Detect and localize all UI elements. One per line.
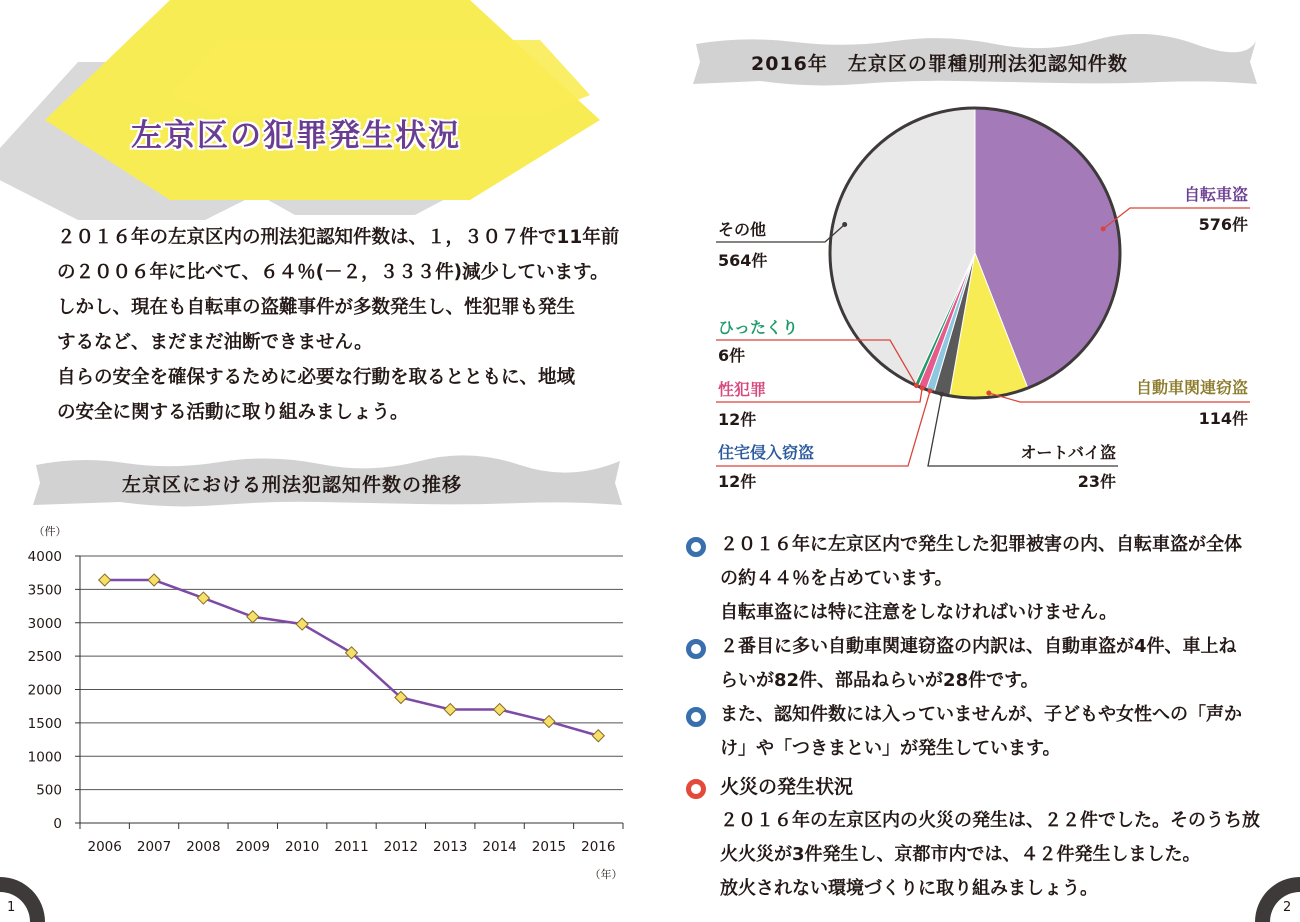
y-tick-label: 3000 xyxy=(27,615,62,632)
x-tick-label: 2016 xyxy=(581,839,616,855)
summary-bullets xyxy=(686,528,1286,906)
data-point-marker xyxy=(99,574,111,586)
leader-dot xyxy=(920,386,925,391)
y-tick-label: 3500 xyxy=(27,582,62,599)
bullet-line: ２番目に多い自動車関連窃盗の内訳は、自動車盗が4件、車上ね xyxy=(720,636,1237,657)
bullet-line: また、認知件数には入っていませんが、子どもや女性への「声か xyxy=(720,704,1242,725)
slice-value-label: 564件 xyxy=(718,251,768,270)
slice-value-label: 114件 xyxy=(1198,409,1248,428)
slice-value-label: 12件 xyxy=(718,472,757,491)
fire-line: ２０１６年の左京区内の火災の発生は、２２件でした。そのうち放 xyxy=(720,810,1260,831)
data-point-marker xyxy=(296,618,308,630)
bullet-circle-icon xyxy=(686,537,706,557)
bullet-item xyxy=(686,698,1286,766)
y-tick-label: 0 xyxy=(53,816,62,832)
bullet-line: 自転車盗には特に注意をしなければいけません。 xyxy=(720,602,1118,623)
y-tick-label: 1500 xyxy=(27,715,62,732)
line-chart xyxy=(0,515,650,885)
fire-bullet-circle-icon xyxy=(686,779,706,799)
bullet-line: け」や「つきまとい」が発生しています。 xyxy=(720,738,1061,759)
y-tick-label: 4000 xyxy=(27,549,62,565)
x-tick-label: 2007 xyxy=(136,839,172,855)
x-tick-label: 2013 xyxy=(433,839,468,855)
x-tick-label: 2010 xyxy=(284,839,320,855)
x-tick-label: 2014 xyxy=(482,839,517,855)
leader-dot xyxy=(928,388,933,393)
x-tick-label: 2015 xyxy=(531,839,567,855)
fire-section-title: 火災の発生状況 xyxy=(720,776,854,798)
slice-label: オートバイ盗 xyxy=(1020,443,1116,462)
slice-value-label: 12件 xyxy=(718,410,757,429)
x-tick-label: 2011 xyxy=(334,839,369,855)
data-point-marker xyxy=(148,574,160,586)
page-number-tab-right xyxy=(1250,872,1300,922)
data-point-marker xyxy=(197,592,209,604)
slice-label: 住宅侵入窃盗 xyxy=(718,443,815,462)
bullet-line: らいが82件、部品ねらいが28件です。 xyxy=(720,670,1039,691)
data-point-marker xyxy=(247,611,259,623)
slice-label: 自動車関連窃盗 xyxy=(1135,378,1248,397)
bullet-circle-icon xyxy=(686,707,706,727)
fire-line: 火火災が3件発生し、京都市内では、４２件発生しました。 xyxy=(720,844,1201,865)
bullet-circle-icon xyxy=(686,639,706,659)
data-point-marker xyxy=(494,704,506,716)
bullet-item xyxy=(686,630,1286,698)
intro-line: しかし、現在も自転車の盗難事件が多数発生し、性犯罪も発生 xyxy=(57,297,576,318)
leader-dot xyxy=(1101,226,1106,231)
x-tick-label: 2009 xyxy=(235,839,270,855)
intro-line: の安全に関する活動に取り組みましょう。 xyxy=(57,402,409,423)
intro-paragraph xyxy=(57,220,620,430)
y-tick-label: 2500 xyxy=(27,649,62,666)
slice-label: 自転車盗 xyxy=(1183,185,1248,204)
y-tick-label: 1000 xyxy=(27,749,62,766)
x-tick-label: 2008 xyxy=(186,839,221,855)
fire-line: 放火されない環境づくりに取り組みましょう。 xyxy=(720,878,1098,899)
slice-label: 性犯罪 xyxy=(718,380,767,399)
pie-chart-title: 2016年 左京区の罪種別刑法犯認知件数 xyxy=(751,53,1128,75)
intro-line: の２００６年に比べて、６４％(－２，３３３件)減少しています。 xyxy=(57,262,609,283)
bullet-line: の約４４％を占めています。 xyxy=(720,568,953,589)
page-number-left: 1 xyxy=(7,900,16,915)
leader-dot xyxy=(914,383,919,388)
slice-label: ひったくり xyxy=(718,318,799,337)
x-tick-label: 2006 xyxy=(87,839,122,855)
slice-value-label: 23件 xyxy=(1077,472,1116,491)
y-tick-label: 500 xyxy=(36,782,62,799)
slice-value-label: 6件 xyxy=(718,346,746,365)
page-number-right: 2 xyxy=(1283,900,1292,915)
data-point-marker xyxy=(543,716,555,728)
y-axis-unit: （件） xyxy=(33,525,67,538)
leader-dot xyxy=(986,390,991,395)
intro-line: ２０１６年の左京区内の刑法犯認知件数は、１，３０７件で11年前 xyxy=(57,227,620,248)
pie-chart xyxy=(650,90,1300,510)
x-axis-unit: （年） xyxy=(589,868,623,881)
data-point-marker xyxy=(592,730,604,742)
line-chart-title: 左京区における刑法犯認知件数の推移 xyxy=(122,474,463,496)
intro-line: 自らの安全を確保するために必要な行動を取るとともに、地域 xyxy=(57,367,576,388)
bullet-item xyxy=(686,528,1286,630)
x-tick-label: 2012 xyxy=(383,839,419,855)
page-title: 左京区の犯罪発生状況 xyxy=(131,118,461,154)
data-point-marker xyxy=(444,704,456,716)
intro-line: するなど、まだまだ油断できません。 xyxy=(57,332,373,353)
fire-section xyxy=(686,770,1286,906)
leader-dot xyxy=(842,222,847,227)
slice-value-label: 576件 xyxy=(1198,215,1248,234)
y-tick-label: 2000 xyxy=(27,682,62,699)
leader-dot xyxy=(939,392,944,397)
slice-label: その他 xyxy=(718,220,767,239)
bullet-line: ２０１６年に左京区内で発生した犯罪被害の内、自転車盗が全体 xyxy=(720,534,1242,555)
